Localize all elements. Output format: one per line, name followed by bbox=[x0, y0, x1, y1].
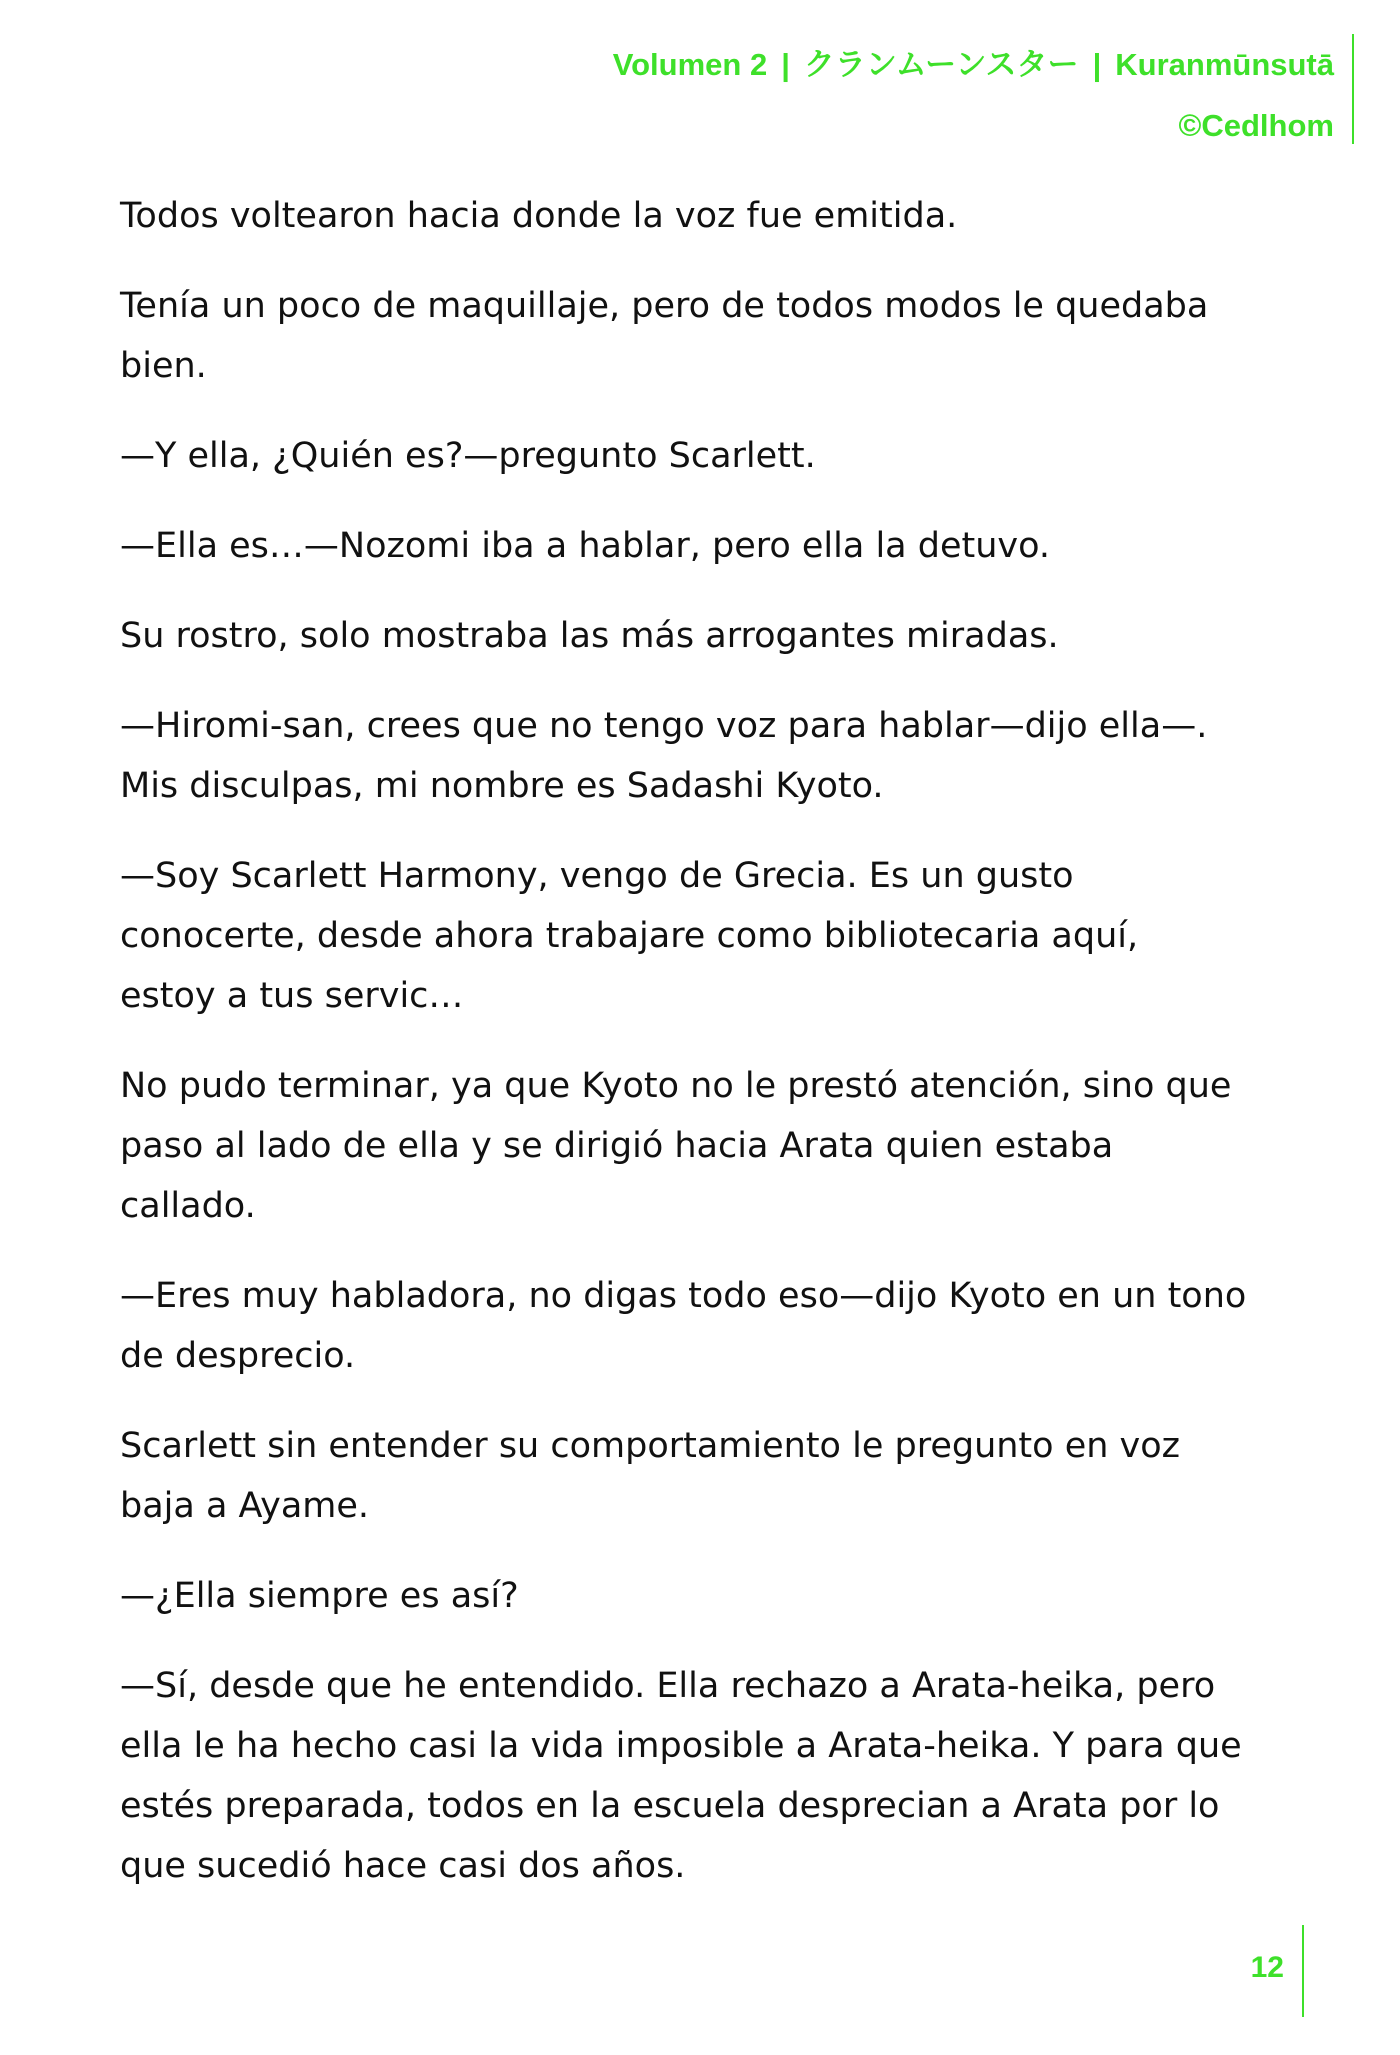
volume-label: Volumen 2 bbox=[612, 47, 768, 82]
header-title-line bbox=[613, 34, 1334, 95]
page-number: 12 bbox=[1250, 1951, 1284, 1984]
paragraph: Su rostro, solo mostraba las más arrogantes miradas. bbox=[120, 616, 1059, 656]
footer-vertical-rule bbox=[1302, 1925, 1304, 2017]
paragraph: —Sí, desde que he entendido. Ella rechazo a Arata-heika, pero ella le ha hecho casi la vida imposible a Arata-heika. Y para que estés preparada, todos en la escuela desprecian a Arata por lo que sucedió hace casi dos años. bbox=[120, 1666, 1242, 1886]
paragraph: Scarlett sin entender su comportamiento le pregunto en voz baja a Ayame. bbox=[120, 1426, 1181, 1526]
header-vertical-rule bbox=[1352, 34, 1354, 144]
page-body bbox=[120, 186, 1300, 1926]
paragraph: —Soy Scarlett Harmony, vengo de Grecia. Es un gusto conocerte, desde ahora trabajare como bibliotecaria aquí, estoy a tus servic… bbox=[120, 856, 1139, 1016]
header-separator: | bbox=[1092, 47, 1102, 82]
paragraph: —¿Ella siempre es así? bbox=[120, 1576, 519, 1616]
series-title-japanese: クランムーンスター bbox=[803, 47, 1079, 82]
page-footer bbox=[1184, 1925, 1304, 2017]
paragraph: Todos voltearon hacia donde la voz fue emitida. bbox=[120, 196, 958, 236]
paragraph: —Eres muy habladora, no digas todo eso—dijo Kyoto en un tono de desprecio. bbox=[120, 1276, 1247, 1376]
header-text bbox=[613, 34, 1334, 156]
copyright-notice: ©Cedlhom bbox=[1178, 108, 1334, 143]
paragraph: —Hiromi-san, crees que no tengo voz para hablar—dijo ella—. Mis disculpas, mi nombre es Sadashi Kyoto. bbox=[120, 706, 1208, 806]
header-separator: | bbox=[781, 47, 790, 82]
paragraph: No pudo terminar, ya que Kyoto no le prestó atención, sino que paso al lado de ella y se dirigió hacia Arata quien estaba callado. bbox=[120, 1066, 1232, 1226]
paragraph: —Y ella, ¿Quién es?—pregunto Scarlett. bbox=[120, 436, 816, 476]
paragraph: —Ella es…—Nozomi iba a hablar, pero ella la detuvo. bbox=[120, 526, 1051, 566]
paragraph: Tenía un poco de maquillaje, pero de todos modos le quedaba bien. bbox=[120, 286, 1209, 386]
series-title-romaji: Kuranmūnsutā bbox=[1115, 47, 1334, 82]
page-header bbox=[354, 34, 1354, 144]
